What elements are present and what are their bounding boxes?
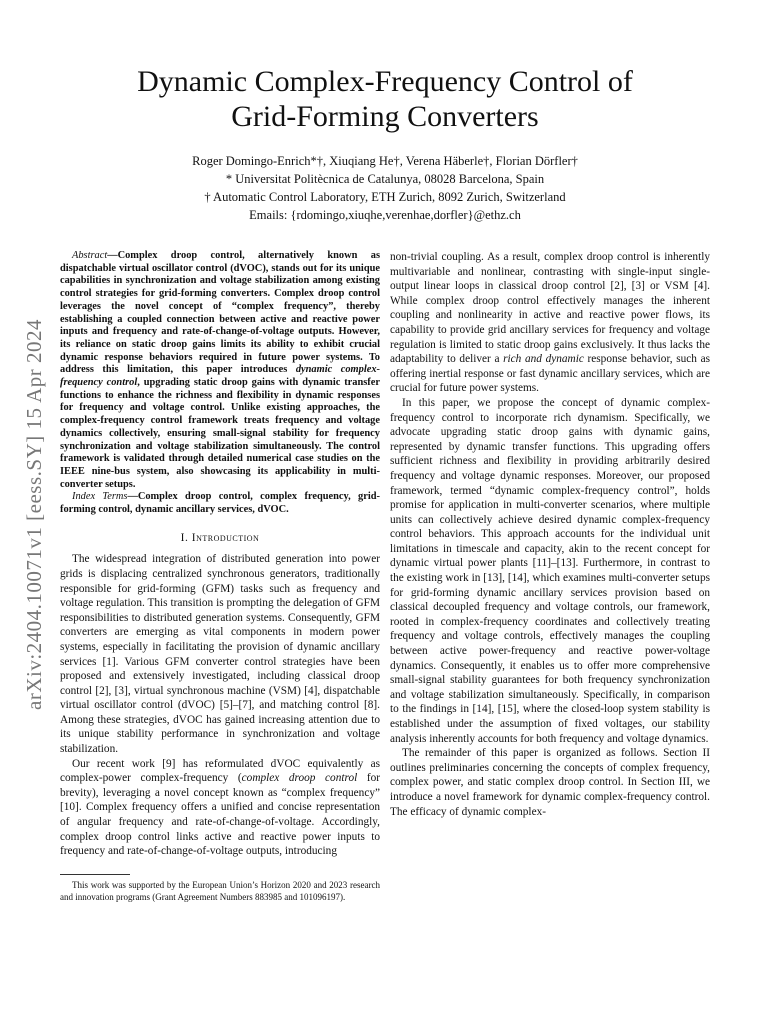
intro-p2-text-b: for brevity), leveraging a novel concept known as “complex frequency” [10]. Complex frequency offers a unified and concise representation of angular frequency and rate-of-change-of-voltage. Accordingly, complex droop control links active and reactive power inputs to frequency and rate-of-change-of-voltage outputs, introducing [60,772,381,858]
affiliation-upc: * Universitat Politècnica de Catalunya, 08028 Barcelona, Spain [225,172,545,186]
left-column [60,250,380,859]
intro-paragraph-2 [60,757,380,859]
index-terms-text: —Complex droop control, complex frequency, grid-forming control, dynamic ancillary services, dVOC. [60,491,380,516]
abstract [60,250,380,491]
index-terms-label: Index Terms [72,491,128,503]
intro-p2-text-c-continued: response behavior, such as offering inertial response or fast dynamic ancillary services, which are crucial for future power systems. [390,353,711,395]
intro-paragraph-1: The widespread integration of distributed generation into power grids is displacing centralized synchronous generators, traditionally responsible for grid-forming (GFM) tasks such as frequency and voltage regulation. This transition is prompting the delegation of GFM responsibilities to distributed generation systems. Consequently, GFM converters are emerging as vital components in modern power systems, especially in facilitating the provision of dynamic ancillary services [1]. Various GFM converter control strategies have been proposed and extensively investigated, including classical droop control [2], [3], virtual synchronous machine (VSM) [4], dispatchable virtual oscillator control (dVOC) [5]–[7], and matching control [8]. Among these strategies, dVOC has gained increasing attention due to its unique stability performance in synchronization and voltage stabilization. [60,553,380,756]
intro-paragraph-2-continued [390,250,710,396]
funding-footnote: This work was supported by the European Union’s Horizon 2020 and 2023 research and innovation programs (Grant Agreement Numbers 883985 and 101096197). [60,880,380,902]
abstract-emphasis: dynamic complex-frequency control [60,364,380,389]
paper-title-line1: Dynamic Complex-Frequency Control of [137,65,633,98]
abstract-text-2: , upgrading static droop gains with dynamic transfer functions to enhance the richness and flexibility in dynamic responses for frequency and voltage control. Unlike existing approaches, the complex-frequency control framework treats frequency and voltage dynamics collectively, ensuring small-signal stability for frequency synchronization and voltage stabilization simultaneously. The control framework is validated through detailed numerical case studies on the IEEE nine-bus system, also showcasing its applicability in multi-converter setups. [60,377,380,490]
paper-title [60,64,710,134]
intro-p2-emphasis-2-continued: rich and dynamic [503,353,588,366]
intro-paragraph-4: The remainder of this paper is organized as follows. Section II outlines preliminaries concerning the concepts of complex frequency, complex power, and static complex droop control. In Section III, we introduce a novel framework for dynamic complex-frequency control. The efficacy of dynamic complex- [390,747,710,818]
intro-p2-emphasis: complex droop control [241,772,358,785]
section-number: I. [180,531,192,544]
footnote-divider [60,874,130,875]
intro-paragraph-3: In this paper, we propose the concept of dynamic complex-frequency control to incorporate rich dynamism. Specifically, we advocate upgrading static droop gains with dynamic gains, represented by dynamic transfer functions. This upgrading offers sufficient richness and flexibility in providing arbitrarily desired frequency and voltage dynamic responses. Moreover, our proposed framework, termed “dynamic complex-frequency control”, holds promise for application in multi-converter scenarios, where multiple units can collectively achieve desired dynamic complex-frequency control behaviors. This approach accounts for the individual unit limitations in timescale and capacity, akin to the recent concept for dynamic virtual power plants [11]–[13]. Furthermore, in contrast to the existing work in [13], [14], which examines multi-converter setups for grid-forming dynamic ancillary services provision based on classical decoupled frequency and voltage controls, our framework, rooted in complex-frequency coordinates and collectively treating frequency and voltage controls, effectively manages the coupling between active power-frequency and reactive power-voltage dynamics. Consequently, it enables us to offer more comprehensive small-signal stability guarantees for both frequency synchronization and voltage stabilization simultaneously. Specifically, in comparison to the findings in [14], [15], where the closed-loop system stability is established under the assumption of fixed voltages, our stability analysis inherently accounts for both frequency and voltage dynamics. [390,396,710,745]
intro-p2-text-a: Our recent work [9] has reformulated dVOC equivalently as complex-power complex-frequency ( [60,757,380,785]
paper-title-line2: Grid-Forming Converters [231,100,539,133]
abstract-label: Abstract [72,250,108,261]
affiliation-eth: † Automatic Control Laboratory, ETH Zurich, 8092 Zurich, Switzerland [204,190,566,204]
author-emails: Emails: {rdomingo,xiuqhe,verenhae,dorfler}@ethz.ch [249,208,521,222]
section-title: Introduction [191,531,260,544]
author-block [60,152,710,224]
abstract-text-1: —Complex droop control, alternatively known as dispatchable virtual oscillator control (dVOC), stands out for its unique capabilities in synchronization and voltage stabilization among existing control strategies for grid-forming converters. Complex droop control leverages the novel concept of “complex frequency”, thereby establishing a coupled connection between active and reactive power inputs and frequency and rate-of-change-of-voltage outputs. However, its reliance on static droop gains limits its ability to exhibit crucial dynamic response behaviors required in future power systems. To address this limitation, this paper introduces [60,250,380,376]
section-heading-introduction [60,531,380,546]
arxiv-stamp-text: arXiv:2404.10071v1 [eess.SY] 15 Apr 2024 [21,318,46,710]
author-names: Roger Domingo-Enrich*†, Xiuqiang He†, Verena Häberle†, Florian Dörfler† [192,154,578,168]
index-terms [60,491,380,516]
arxiv-stamp [16,264,52,764]
intro-p2-text-b-continued: non-trivial coupling. As a result, complex droop control is inherently multivariable and nonlinear, contrasting with single-input single-output linear loops in classical droop control [2], [3] or VSM [4]. While complex droop control effectively manages the inherent coupling and nonlinearity in active and reactive power flows, its capability to provide grid ancillary services for frequency and voltage regulation is limited to static droop gains exclusively. It thus lacks the adaptability to deliver a [390,251,710,366]
right-column [390,250,710,819]
